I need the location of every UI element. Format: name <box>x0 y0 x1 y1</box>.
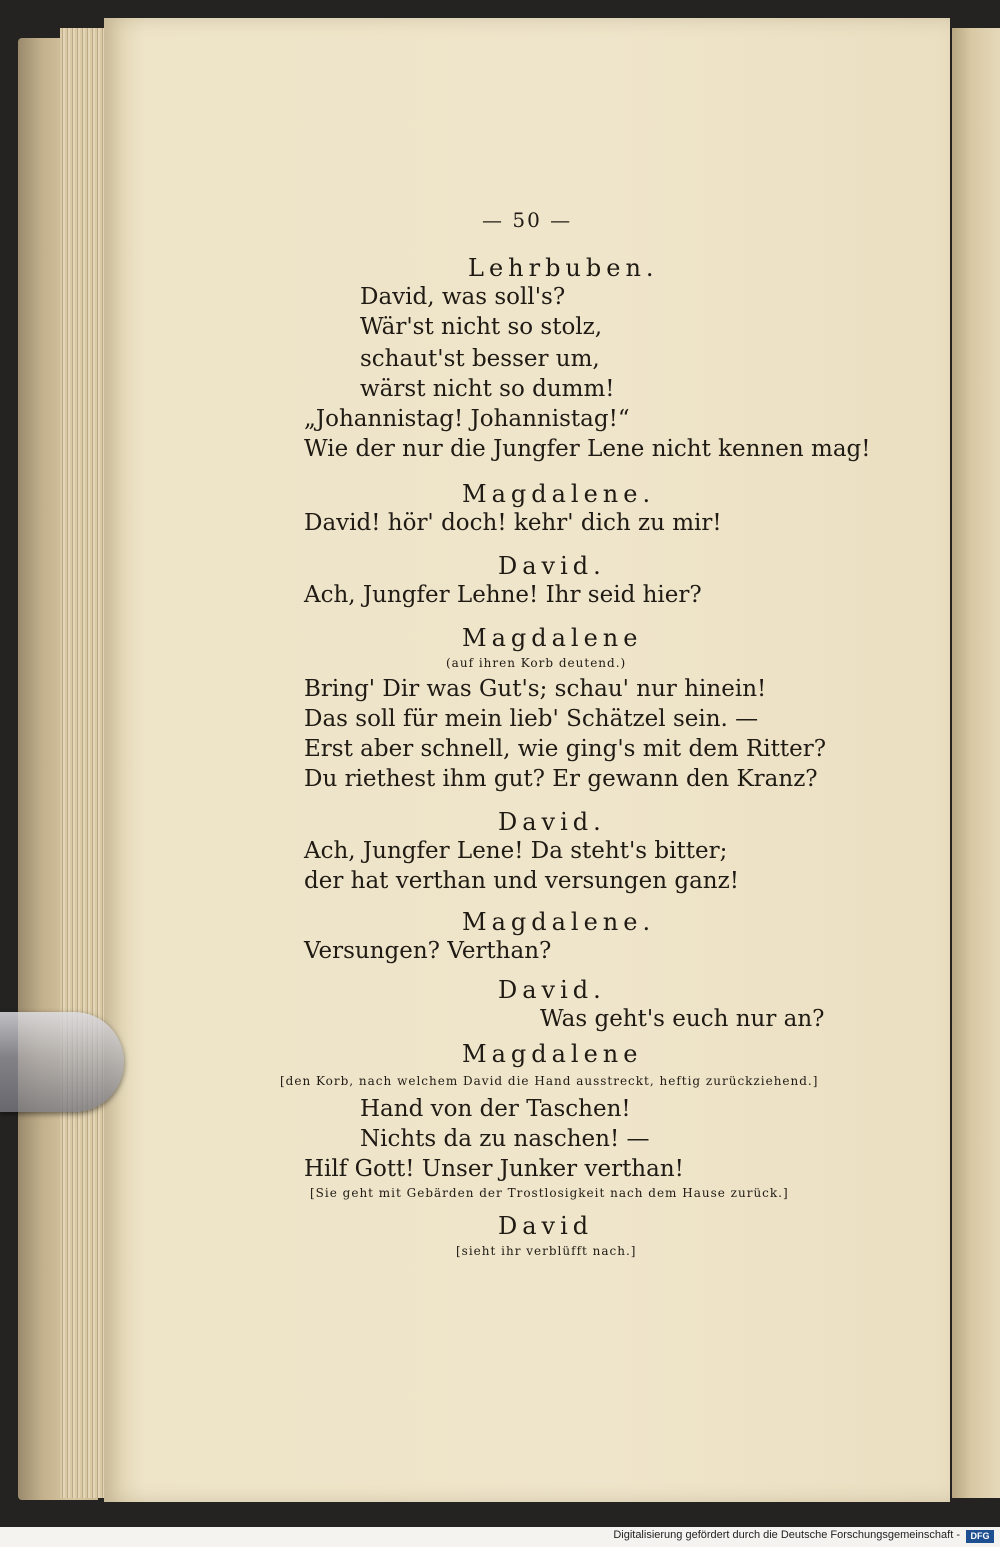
stage-direction: [Sie geht mit Gebärden der Trostlosigkeit nach dem Hause zurück.] <box>310 1186 789 1200</box>
verse-line: Hand von der Taschen! <box>360 1096 631 1122</box>
verse-line: Versungen? Verthan? <box>304 938 552 964</box>
speaker-magdalene: Magdalene <box>462 1040 643 1068</box>
verse-line: David, was soll's? <box>360 284 566 310</box>
page-clip-holder <box>0 1012 124 1112</box>
verse-line: Bring' Dir was Gut's; schau' nur hinein! <box>304 676 767 702</box>
verse-line: Ach, Jungfer Lehne! Ihr seid hier? <box>304 582 702 608</box>
verse-line: schaut'st besser um, <box>360 346 600 372</box>
page-number: — 50 — <box>482 208 573 232</box>
verse-line: Du riethest ihm gut? Er gewann den Kranz? <box>304 766 818 792</box>
speaker-david: David. <box>498 976 606 1004</box>
speaker-magdalene: Magdalene. <box>462 480 656 508</box>
verse-line: Erst aber schnell, wie ging's mit dem Ritter? <box>304 736 827 762</box>
footer-credit: Digitalisierung gefördert durch die Deutsche Forschungsgemeinschaft - <box>613 1529 960 1541</box>
speaker-david: David <box>498 1212 594 1240</box>
stage-direction: [den Korb, nach welchem David die Hand ausstreckt, heftig zurückziehend.] <box>280 1074 819 1088</box>
dfg-logo: DFG <box>966 1530 994 1543</box>
verse-line: wärst nicht so dumm! <box>360 376 615 402</box>
verse-line: Wär'st nicht so stolz, <box>360 314 603 340</box>
verse-line: Was geht's euch nur an? <box>540 1006 825 1032</box>
verse-line: Ach, Jungfer Lene! Da steht's bitter; <box>304 838 728 864</box>
footer-bar <box>0 1527 1000 1547</box>
stage-direction: [sieht ihr verblüfft nach.] <box>456 1244 637 1258</box>
speaker-lehrbuben: Lehrbuben. <box>468 254 659 282</box>
speaker-magdalene: Magdalene. <box>462 908 656 936</box>
verse-line: Nichts da zu naschen! — <box>360 1126 650 1152</box>
verse-line: „Johannistag! Johannistag!“ <box>304 406 630 432</box>
speaker-magdalene: Magdalene <box>462 624 643 652</box>
verse-line: Hilf Gott! Unser Junker verthan! <box>304 1156 684 1182</box>
page-edges <box>60 28 110 1498</box>
speaker-david: David. <box>498 552 606 580</box>
verse-line: Das soll für mein lieb' Schätzel sein. — <box>304 706 759 732</box>
verse-line: Wie der nur die Jungfer Lene nicht kennen mag! <box>304 436 871 462</box>
right-page-edge <box>952 28 1000 1498</box>
verse-line: der hat verthan und versungen ganz! <box>304 868 739 894</box>
stage-direction: (auf ihren Korb deutend.) <box>446 656 627 670</box>
speaker-david: David. <box>498 808 606 836</box>
verse-line: David! hör' doch! kehr' dich zu mir! <box>304 510 722 536</box>
